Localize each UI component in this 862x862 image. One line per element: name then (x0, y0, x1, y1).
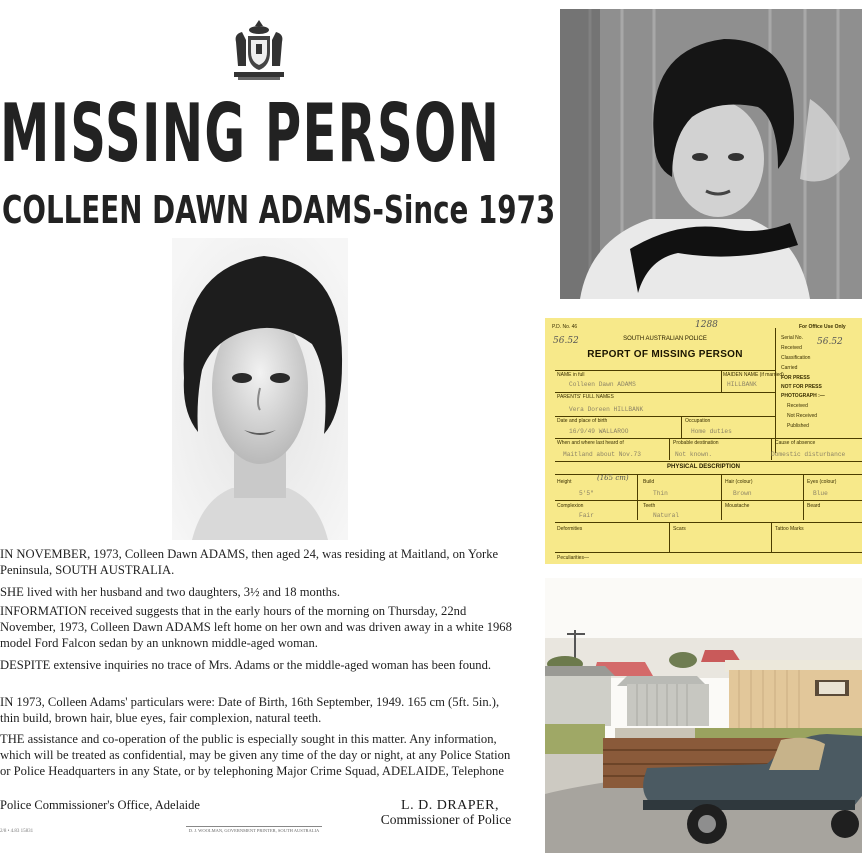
form-number: P.D. No. 46 (552, 324, 578, 330)
occupation-label: Occupation (685, 418, 711, 424)
height-metric: (165 cm) (597, 474, 629, 482)
eyes-value: Blue (813, 490, 828, 497)
form-code: 2/8 • 4.83 15831 (0, 829, 34, 834)
street-photo (545, 578, 862, 853)
complexion-label: Complexion (557, 503, 584, 509)
tattoo-label: Tattoo Marks (775, 526, 804, 532)
form-agency: SOUTH AUSTRALIAN POLICE (623, 336, 707, 342)
coat-of-arms-crest (230, 18, 288, 82)
dob-value: 16/9/49 WALLAROO (569, 428, 629, 435)
physical-description-heading: PHYSICAL DESCRIPTION (667, 464, 740, 470)
received-label: Received (781, 345, 802, 351)
destination-value: Not known. (675, 451, 713, 458)
missing-person-name: COLLEEN DAWN ADAMS-Since 1973 (2, 188, 556, 232)
beard-label: Beard (807, 503, 821, 509)
maiden-value: HILLBANK (727, 381, 757, 388)
last-heard-value: Maitland about Nov.73 (563, 451, 641, 458)
photo-received-label: Received (787, 403, 808, 409)
paragraph-inquiries: DESPITE extensive inquiries no trace of Mrs. Adams or the middle-aged woman has been found. (0, 658, 492, 672)
received-handwritten: 56.52 (817, 337, 843, 347)
missing-person-report-form (545, 318, 862, 564)
classification-label: Classification (781, 355, 811, 361)
name-value: Colleen Dawn ADAMS (569, 381, 636, 388)
moustache-label: Moustache (725, 503, 750, 509)
eyes-label: Eyes (colour) (807, 479, 837, 485)
black-and-white-photo (560, 9, 862, 299)
teeth-value: Natural (653, 512, 679, 519)
photo-published-label: Published (787, 423, 809, 429)
photograph-label: PHOTOGRAPH :— (781, 393, 825, 399)
peculiarities-label: Peculiarities— (557, 555, 589, 561)
commissioner-name: L. D. DRAPER, (401, 798, 499, 813)
scars-label: Scars (673, 526, 686, 532)
office-use-label: For Office Use Only (799, 324, 846, 330)
for-press-label: FOR PRESS (781, 375, 810, 381)
not-for-press-label: NOT FOR PRESS (781, 384, 822, 390)
complexion-value: Fair (579, 512, 594, 519)
absence-cause-value: Domestic disturbance (771, 451, 846, 458)
build-label: Build (643, 479, 655, 485)
parents-label: PARENTS' FULL NAMES (557, 394, 614, 400)
carried-label: Carried (781, 365, 798, 371)
hair-value: Brown (733, 490, 752, 497)
serial-label: Serial No. (781, 335, 803, 341)
paragraph-appeal: THE assistance and co-operation of the public is especially sought in this matter. Any information, which will be treated as confidential, may be given any time of the day or night, at any Police Station or Police Headquarters in any State, or by telephoning Major Crime Squad, ADELAIDE, Telephone (0, 732, 511, 778)
photo-not-received-label: Not Received (787, 413, 818, 419)
printer-imprint: D. J. WOOLMAN, GOVERNMENT PRINTER, SOUTH AUSTRALIA (186, 826, 322, 833)
maiden-label: MAIDEN NAME (if married) (723, 372, 784, 378)
height-value: 5'5" (579, 490, 594, 497)
hair-label: Hair (colour) (725, 479, 753, 485)
teeth-label: Teeth (643, 503, 656, 509)
paragraph-family: SHE lived with her husband and two daughters, 3½ and 18 months. (0, 585, 340, 599)
commissioner-title: Commissioner of Police (380, 812, 512, 827)
portrait-photo (172, 238, 348, 540)
build-value: Thin (653, 490, 668, 497)
last-heard-label: When and where last heard of (557, 440, 624, 446)
height-label: Height (557, 479, 572, 485)
deformities-label: Deformities (557, 526, 583, 532)
headline: MISSING PERSON (0, 87, 501, 180)
occupation-value: Home duties (691, 428, 732, 435)
office-line: Police Commissioner's Office, Adelaide (0, 798, 200, 812)
form-title: REPORT OF MISSING PERSON (587, 349, 743, 360)
name-label: NAME in full (557, 372, 585, 378)
destination-label: Probable destination (673, 440, 719, 446)
paragraph-information: INFORMATION received suggests that in the early hours of the morning on Thursday, 22nd November, 1973, Colleen Dawn ADAMS left home on her own and was driven away in a white 1968 model Ford Falcon sedan by an unknown middle-aged woman. (0, 604, 512, 650)
parents-value: Vera Doreen HILLBANK (569, 406, 644, 413)
handwritten-number: 56.52 (553, 336, 579, 346)
handwritten-number-top: 1288 (695, 320, 718, 330)
paragraph-intro: IN NOVEMBER, 1973, Colleen Dawn ADAMS, then aged 24, was residing at Maitland, on Yorke Peninsula, SOUTH AUSTRALIA. (0, 547, 499, 577)
absence-cause-label: Cause of absence (775, 440, 816, 446)
paragraph-particulars: IN 1973, Colleen Adams' particulars were: Date of Birth, 16th September, 1949. 165 cm (5ft. 5in.), thin build, brown hair, blue eyes, fair complexion, natural teeth. (0, 695, 500, 725)
dob-label: Date and place of birth (557, 418, 608, 424)
